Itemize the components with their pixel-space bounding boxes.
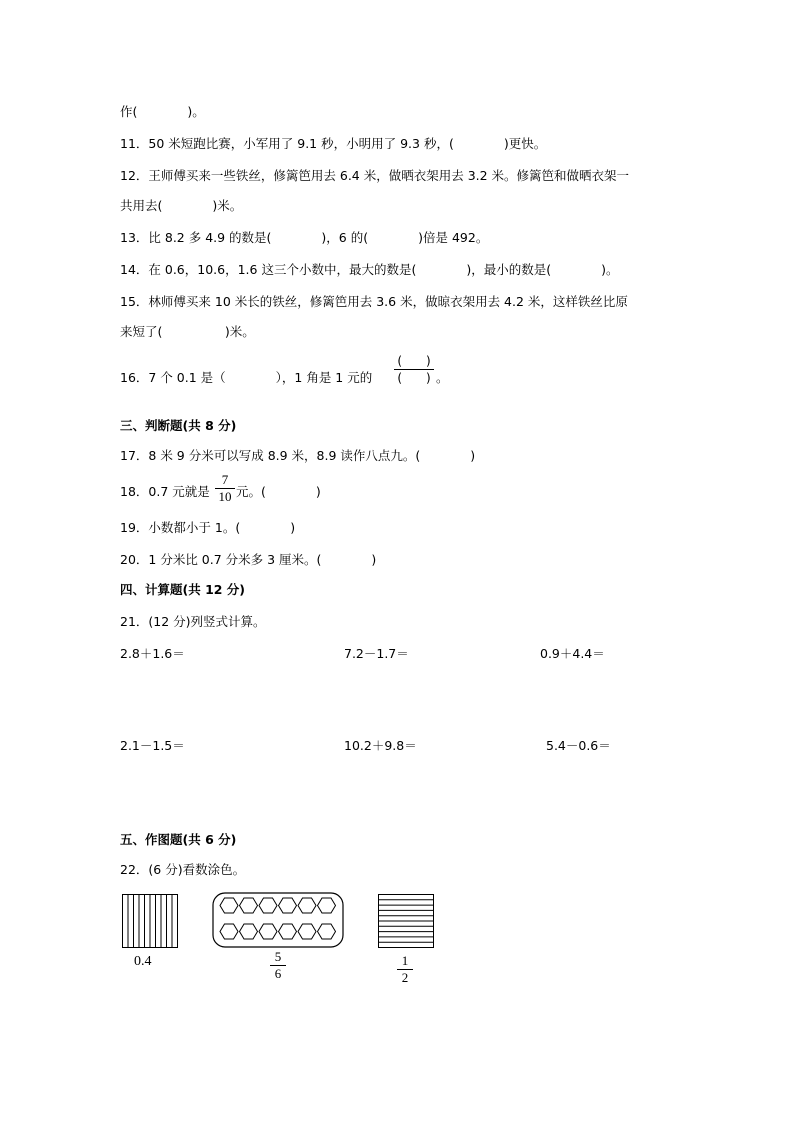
hexagon-shape [220, 898, 238, 913]
question-12-line2: 共用去( )米。 [120, 198, 243, 213]
q18-fraction-denominator: 10 [218, 489, 232, 504]
question-16-end: 。 [436, 370, 449, 385]
hexagon-shape [298, 898, 316, 913]
hexagon-shape [259, 924, 277, 939]
question-18-start: 18．0.7 元就是 [120, 484, 210, 499]
q16-blank-fraction [394, 354, 434, 385]
figure-2-numerator: 5 [274, 949, 282, 964]
figure-3-fraction [397, 954, 413, 985]
question-12-line1: 12．王师傅买来一些铁丝，修篱笆用去 6.4 米，做晒衣架用去 3.2 米。修篱笆和做晒衣架一 [120, 168, 630, 183]
question-20: 20．1 分米比 0.7 分米多 3 厘米。( ) [120, 552, 377, 567]
figure-horizontal-strips [378, 894, 434, 948]
question-11: 11．50 米短跑比赛，小军用了 9.1 秒，小明用了 9.3 秒，( )更快。 [120, 136, 547, 151]
figure-1-label: 0.4 [134, 954, 152, 969]
figure-3-numerator: 1 [401, 953, 409, 968]
figure-vertical-strips [122, 894, 178, 948]
question-22: 22．(6 分)看数涂色。 [120, 862, 246, 877]
question-18-end: 元。( ) [236, 484, 321, 499]
question-14: 14．在 0.6，10.6，1.6 这三个小数中，最大的数是( )，最小的数是( )。 [120, 262, 619, 277]
calc-item-3: 0.9＋4.4＝ [540, 646, 605, 661]
question-17: 17．8 米 9 分米可以写成 8.9 米，8.9 读作八点九。( ) [120, 448, 476, 463]
hexagon-shape [240, 924, 258, 939]
hexagon-shape [220, 924, 238, 939]
q18-fraction-numerator: 7 [221, 472, 229, 487]
calc-item-6: 5.4－0.6＝ [546, 738, 611, 753]
hexagon-shape [279, 898, 297, 913]
figure-2-fraction [270, 950, 286, 981]
hexagon-shape [318, 898, 336, 913]
section-4-heading: 四、计算题(共 12 分) [120, 582, 246, 597]
question-15-line2: 来短了( )米。 [120, 324, 255, 339]
section-3-heading: 三、判断题(共 8 分) [120, 418, 237, 433]
question-13: 13．比 8.2 多 4.9 的数是( )，6 的( )倍是 492。 [120, 230, 489, 245]
figure-3-denominator: 2 [401, 970, 409, 985]
calc-item-2: 7.2－1.7＝ [344, 646, 409, 661]
q18-fraction [215, 473, 235, 504]
question-16: 16．7 个 0.1 是（ ），1 角是 1 元的 [120, 370, 373, 385]
q16-fraction-numerator: ( ) [397, 354, 431, 368]
fraction-bar [394, 369, 434, 370]
q16-fraction-denominator: ( ) [397, 371, 431, 385]
calc-item-5: 10.2＋9.8＝ [344, 738, 417, 753]
hexagon-shape [259, 898, 277, 913]
question-15-line1: 15．林师傅买来 10 米长的铁丝，修篱笆用去 3.6 米，做晾衣架用去 4.2 米，这样铁丝比原 [120, 294, 628, 309]
question-21: 21．(12 分)列竖式计算。 [120, 614, 266, 629]
calc-item-4: 2.1－1.5＝ [120, 738, 185, 753]
question-19: 19．小数都小于 1。( ) [120, 520, 296, 535]
hexagon-shape [298, 924, 316, 939]
hexagon-shape [279, 924, 297, 939]
calc-item-1: 2.8＋1.6＝ [120, 646, 185, 661]
line-continuation: 作( )。 [120, 104, 205, 119]
figure-hexagons [212, 892, 344, 948]
hexagon-shape [318, 924, 336, 939]
section-5-heading: 五、作图题(共 6 分) [120, 832, 237, 847]
figure-2-denominator: 6 [274, 966, 282, 981]
hexagon-shape [240, 898, 258, 913]
